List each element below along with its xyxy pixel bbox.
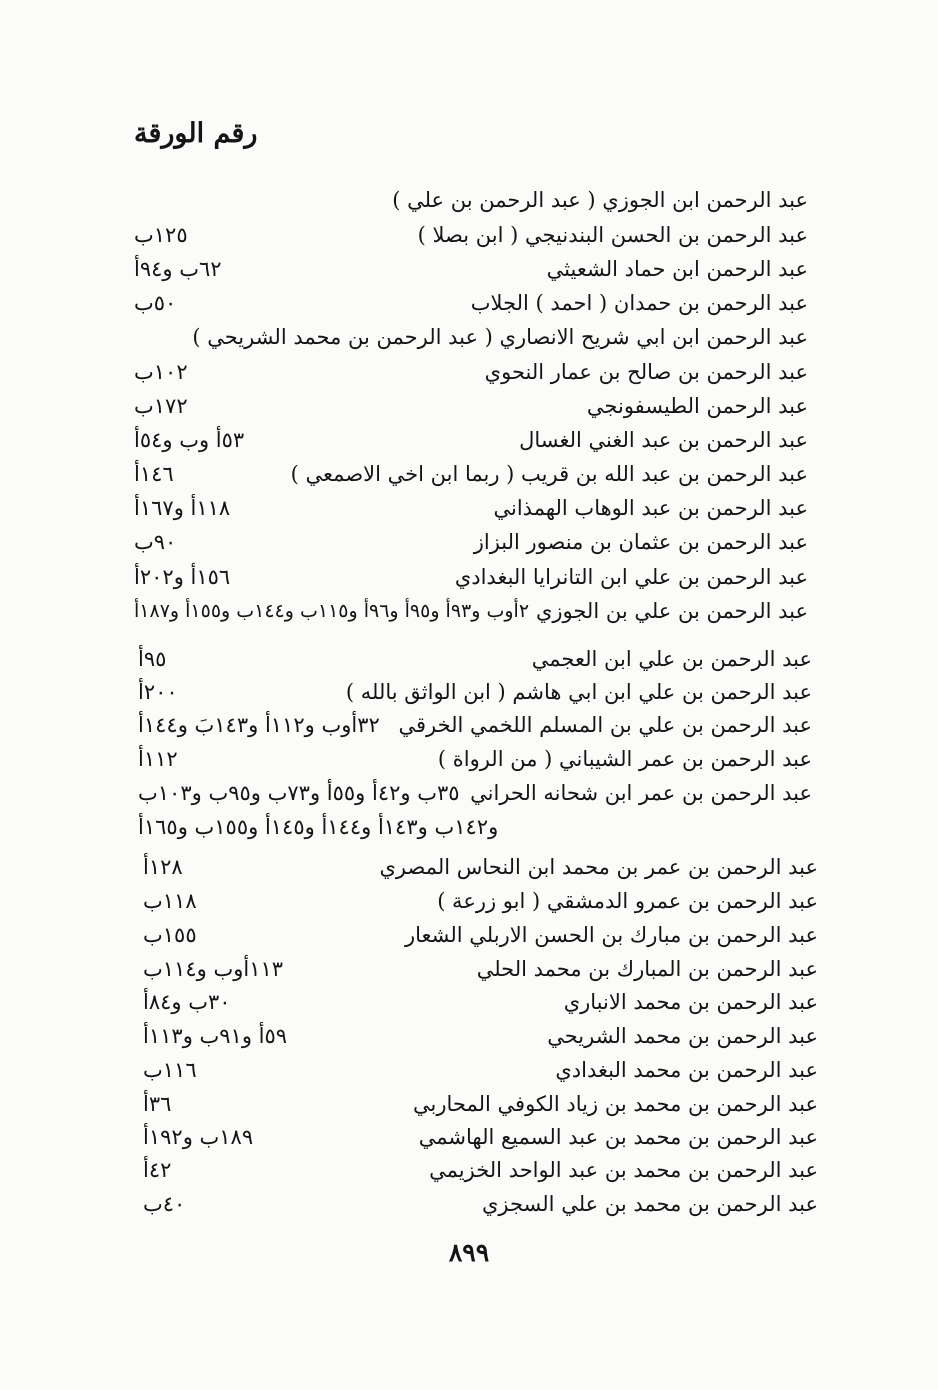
entry-folio: ١٥٦أ و٢٠٢أ	[134, 565, 231, 589]
index-entry	[0, 254, 938, 284]
entry-name: عبد الرحمن بن محمد بن زياد الكوفي المحاربي	[413, 1092, 818, 1116]
index-entry	[0, 1055, 938, 1085]
entry-folio: ١٢٥ب	[134, 223, 188, 247]
entry-name: عبد الرحمن بن محمد البغدادي	[555, 1058, 818, 1082]
entry-name: عبد الرحمن بن علي بن المسلم اللخمي الخرقي	[398, 713, 812, 737]
index-entry	[0, 710, 938, 740]
entry-folio: ٩٥أ	[138, 647, 167, 671]
entry-folio: ٣٥ب و٤٢أ و٥٥أ و٧٣ب و٩٥ب و١٠٣ب	[138, 781, 460, 805]
entry-name: عبد الرحمن بن مبارك بن الحسن الاربلي الشعار	[404, 923, 818, 947]
entry-folio-continued: و١٤٢ب و١٤٣أ و١٤٤أ و١٤٥أ و١٥٥ب و١٦٥أ	[138, 815, 499, 839]
entry-folio: ٢٠٠أ	[138, 680, 178, 704]
index-entry	[0, 1089, 938, 1119]
index-entry	[0, 459, 938, 489]
entry-name: عبد الرحمن بن الحسن البندنيجي ( ابن بصلا )	[417, 223, 808, 247]
index-entry	[0, 1189, 938, 1219]
entry-folio: ١٠٢ب	[134, 360, 188, 384]
index-entry	[0, 1155, 938, 1185]
index-entry	[0, 185, 938, 215]
entry-folio: ١٥٥ب	[143, 923, 197, 947]
entry-name: عبد الرحمن بن عبد الله بن قريب ( ربما ابن اخي الاصمعي )	[290, 462, 808, 486]
index-entry	[0, 644, 938, 674]
index-entry	[0, 220, 938, 250]
index-entry	[0, 1122, 938, 1152]
index-entry	[0, 425, 938, 455]
index-entry	[0, 562, 938, 592]
entry-name: عبد الرحمن بن عمرو الدمشقي ( ابو زرعة )	[437, 889, 818, 913]
entry-name: عبد الرحمن بن محمد بن عبد السميع الهاشمي	[418, 1125, 818, 1149]
index-entry	[0, 357, 938, 387]
entry-folio: ٥٠ب	[134, 291, 177, 315]
entry-folio: ١١٣أوب و١١٤ب	[143, 957, 284, 981]
entry-folio: ٣٠ب و٨٤أ	[143, 990, 231, 1014]
entry-folio: ٢أوب و٩٣أ و٩٥أ و٩٦أ و١١٥ب و١٤٤ب و١٥٥أ و١٨٧أ	[134, 600, 530, 622]
page-number: ٨٩٩	[448, 1238, 490, 1267]
entry-folio: ٥٩أ و٩١ب و١١٣أ	[143, 1024, 288, 1048]
entry-folio: ١١٨ب	[143, 889, 197, 913]
entry-folio: ٣٦أ	[143, 1092, 172, 1116]
entry-folio: ٦٢ب و٩٤أ	[134, 257, 222, 281]
entry-name: عبد الرحمن بن عبد الوهاب الهمذاني	[493, 496, 808, 520]
entry-folio: ٤٢أ	[143, 1158, 172, 1182]
entry-name: عبد الرحمن الطيسفونجي	[586, 394, 808, 418]
index-entry	[0, 920, 938, 950]
index-entry	[0, 391, 938, 421]
entry-name: عبد الرحمن ابن حماد الشعيثي	[546, 257, 808, 281]
entry-name: عبد الرحمن بن عبد الغني الغسال	[519, 428, 808, 452]
entry-folio: ١١٦ب	[143, 1058, 197, 1082]
entry-name: عبد الرحمن بن صالح بن عمار النحوي	[484, 360, 808, 384]
entry-name: عبد الرحمن بن عثمان بن منصور البزاز	[473, 530, 808, 554]
entry-folio: ٥٣أ وب و٥٤أ	[134, 428, 245, 452]
entry-folio: ٣٢أوب و١١٢أ و١٤٣بَ و١٤٤أ	[138, 713, 380, 737]
entry-name: عبد الرحمن بن محمد الشريحي	[547, 1024, 818, 1048]
index-entry	[0, 288, 938, 318]
entry-name: عبد الرحمن ابن ابي شريح الانصاري ( عبد الرحمن بن محمد الشريحي )	[192, 325, 808, 349]
index-entry	[0, 886, 938, 916]
entry-name: عبد الرحمن بن المبارك بن محمد الحلي	[476, 957, 818, 981]
entry-folio: ١٤٦أ	[134, 462, 174, 486]
index-entry	[0, 954, 938, 984]
entry-folio: ٩٠ب	[134, 530, 177, 554]
entry-name: عبد الرحمن بن محمد بن عبد الواحد الخزيمي	[429, 1158, 818, 1182]
index-entry	[0, 527, 938, 557]
entry-folio: ١٧٢ب	[134, 394, 188, 418]
index-entry	[0, 1021, 938, 1051]
entry-name: عبد الرحمن بن عمر بن محمد ابن النحاس المصري	[379, 855, 818, 879]
index-entry	[0, 493, 938, 523]
index-entry	[0, 677, 938, 707]
entry-folio: ١١٢أ	[138, 747, 178, 771]
entry-folio: ١١٨أ و١٦٧أ	[134, 496, 231, 520]
entry-name: عبد الرحمن بن محمد بن علي السجزي	[481, 1192, 818, 1216]
index-entry	[0, 322, 938, 352]
entry-name: عبد الرحمن بن علي ابن العجمي	[531, 647, 812, 671]
entry-name: عبد الرحمن ابن الجوزي ( عبد الرحمن بن علي )	[392, 188, 808, 212]
entry-name: عبد الرحمن بن عمر الشيباني ( من الرواة )	[437, 747, 812, 771]
entry-folio: ١٢٨أ	[143, 855, 183, 879]
entry-name: عبد الرحمن بن عمر ابن شحانه الحراني	[470, 781, 812, 805]
entry-folio: ١٨٩ب و١٩٢أ	[143, 1125, 254, 1149]
page-heading: رقم الورقة	[134, 118, 258, 149]
entry-name: عبد الرحمن بن حمدان ( احمد ) الجلاب	[470, 291, 808, 315]
entry-folio: ٤٠ب	[143, 1192, 186, 1216]
index-entry	[0, 596, 938, 626]
index-entry	[0, 744, 938, 774]
index-entry	[0, 852, 938, 882]
entry-name: عبد الرحمن بن علي ابن ابي هاشم ( ابن الواثق بالله )	[345, 680, 812, 704]
index-entry	[0, 987, 938, 1017]
entry-name: عبد الرحمن بن محمد الانباري	[563, 990, 818, 1014]
entry-name: عبد الرحمن بن علي ابن التانرايا البغدادي	[454, 565, 808, 589]
entry-name: عبد الرحمن بن علي بن الجوزي	[535, 599, 808, 623]
index-entry	[0, 778, 938, 842]
